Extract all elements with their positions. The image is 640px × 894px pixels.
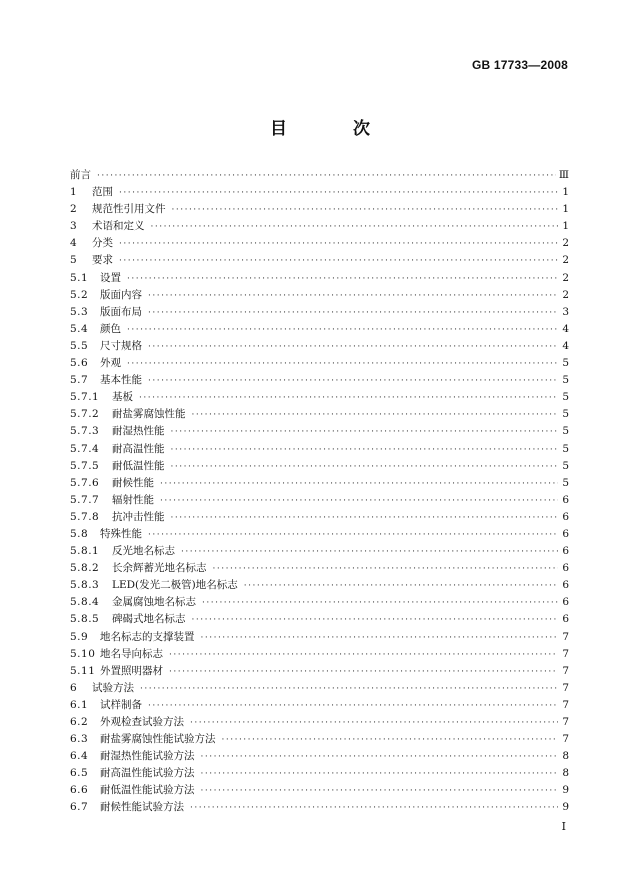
toc-entry-label: 耐候性能 — [112, 476, 154, 489]
toc-entry-number: 3 — [70, 220, 78, 233]
toc-entry-number: 5.7.7 — [70, 493, 100, 506]
toc-entry-label: 金属腐蚀地名标志 — [112, 596, 196, 609]
toc-entry-label: 尺寸规格 — [100, 339, 142, 352]
toc-entry[interactable] — [70, 287, 569, 304]
toc-entry-page: 2 — [562, 254, 569, 267]
toc-entry-page: 1 — [562, 186, 569, 199]
toc-entry-label: 地名导向标志 — [100, 647, 163, 660]
toc-entry-number: 6 — [70, 681, 78, 694]
toc-leader-dots — [140, 681, 558, 698]
toc-leader-dots — [148, 698, 558, 715]
toc-entry-label: 基本性能 — [100, 374, 142, 387]
toc-entry-label: 基板 — [112, 391, 133, 404]
toc-entry-page: Ⅲ — [558, 169, 569, 181]
toc-entry[interactable] — [70, 526, 569, 543]
toc-entry[interactable] — [70, 714, 569, 731]
toc-entry[interactable] — [70, 748, 569, 765]
toc-entry-label: 版面内容 — [100, 288, 142, 301]
toc-entry[interactable] — [70, 560, 569, 577]
toc-entry-number: 5.3 — [70, 305, 89, 318]
toc-leader-dots — [192, 612, 559, 629]
toc-entry-page: 6 — [562, 545, 569, 558]
toc-leader-dots — [202, 595, 558, 612]
toc-entry-page: 1 — [562, 220, 569, 233]
toc-entry-number: 5 — [70, 254, 78, 267]
toc-leader-dots — [139, 390, 558, 407]
toc-entry[interactable] — [70, 782, 569, 799]
toc-entry-page: 4 — [562, 339, 569, 352]
toc-entry-label: 耐盐雾腐蚀性能试验方法 — [100, 733, 216, 746]
toc-entry-number: 5.8.1 — [70, 545, 100, 558]
toc-entry-page: 4 — [562, 322, 569, 335]
toc-entry[interactable] — [70, 509, 569, 526]
toc-entry-page: 6 — [562, 613, 569, 626]
toc-entry[interactable] — [70, 235, 569, 252]
toc-entry-number: 6.1 — [70, 698, 89, 711]
toc-leader-dots — [192, 407, 559, 424]
toc-leader-dots — [201, 783, 559, 800]
toc-entry-page: 5 — [562, 391, 569, 404]
toc-entry-page: 5 — [562, 459, 569, 472]
toc-leader-dots — [148, 305, 558, 322]
toc-leader-dots — [171, 510, 559, 527]
toc-entry-label: LED(发光二极管)地名标志 — [112, 579, 238, 592]
toc-entry-page: 5 — [562, 408, 569, 421]
toc-entry-number: 5.8.3 — [70, 579, 100, 592]
standard-code: GB 17733—2008 — [472, 58, 568, 72]
toc-leader-dots — [97, 168, 556, 185]
toc-leader-dots — [169, 664, 558, 681]
toc-entry-number: 5.7.6 — [70, 476, 100, 489]
toc-entry-number: 5.7.1 — [70, 391, 100, 404]
toc-entry-label: 耐候性能试验方法 — [100, 801, 184, 814]
toc-entry-page: 2 — [562, 271, 569, 284]
toc-leader-dots — [222, 732, 559, 749]
toc-entry-page: 1 — [562, 203, 569, 216]
toc-entry[interactable] — [70, 441, 569, 458]
toc-entry-label: 耐湿热性能试验方法 — [100, 750, 195, 763]
toc-entry-page: 7 — [562, 698, 569, 711]
toc-entry-page: 7 — [562, 664, 569, 677]
toc-entry-label: 辐射性能 — [112, 493, 154, 506]
toc-entry-label: 颜色 — [100, 322, 121, 335]
toc-leader-dots — [171, 459, 559, 476]
toc-entry-number: 6.5 — [70, 767, 89, 780]
toc-leader-dots — [127, 356, 558, 373]
toc-entry-number: 5.7.2 — [70, 408, 100, 421]
toc-entry[interactable] — [70, 304, 569, 321]
toc-leader-dots — [244, 578, 558, 595]
toc-entry[interactable] — [70, 765, 569, 782]
toc-entry[interactable] — [70, 423, 569, 440]
toc-entry-number: 5.7.4 — [70, 442, 100, 455]
toc-entry-label: 耐高温性能试验方法 — [100, 767, 195, 780]
toc-entry-page: 3 — [562, 305, 569, 318]
toc-entry[interactable] — [70, 270, 569, 287]
toc-entry-label: 长余辉蓄光地名标志 — [112, 562, 207, 575]
toc-entry-label: 规范性引用文件 — [92, 203, 166, 216]
toc-entry[interactable] — [70, 355, 569, 372]
toc-entry-page: 6 — [562, 493, 569, 506]
toc-entry-label: 外置照明器材 — [100, 664, 163, 677]
toc-entry-page: 6 — [562, 510, 569, 523]
toc-entry-number: 5.1 — [70, 271, 89, 284]
toc-entry-number: 6.4 — [70, 750, 89, 763]
toc-entry-page: 2 — [562, 288, 569, 301]
toc-entry-number: 5.9 — [70, 630, 89, 643]
toc-entry-label: 术语和定义 — [92, 220, 145, 233]
toc-leader-dots — [151, 219, 559, 236]
toc-entry-page: 9 — [562, 801, 569, 814]
toc-entry[interactable] — [70, 389, 569, 406]
toc-entry-label: 版面布局 — [100, 305, 142, 318]
toc-entry-page: 7 — [562, 733, 569, 746]
toc-entry-page: 6 — [562, 596, 569, 609]
toc-entry-label: 抗冲击性能 — [112, 510, 165, 523]
toc-entry-number: 5.6 — [70, 357, 89, 370]
toc-entry-number: 6.6 — [70, 784, 89, 797]
toc-entry-label: 碑碣式地名标志 — [112, 613, 186, 626]
toc-entry-label: 要求 — [92, 254, 113, 267]
toc-leader-dots — [201, 630, 559, 647]
toc-leader-dots — [119, 185, 558, 202]
toc-leader-dots — [171, 424, 559, 441]
toc-leader-dots — [148, 339, 558, 356]
toc-leader-dots — [148, 373, 558, 390]
toc-entry-number: 2 — [70, 203, 78, 216]
toc-leader-dots — [190, 715, 558, 732]
toc-entry[interactable] — [70, 577, 569, 594]
toc-leader-dots — [201, 766, 559, 783]
toc-entry[interactable] — [70, 680, 569, 697]
toc-leader-dots — [127, 271, 558, 288]
toc-entry-number: 5.4 — [70, 322, 89, 335]
toc-entry[interactable] — [70, 475, 569, 492]
toc-entry-page: 5 — [562, 442, 569, 455]
toc-entry-number: 6.2 — [70, 716, 89, 728]
toc-entry-page: 7 — [562, 647, 569, 660]
toc-entry-number: 1 — [70, 186, 78, 199]
toc-entry[interactable] — [70, 663, 569, 680]
toc-leader-dots — [148, 288, 558, 305]
toc-entry[interactable] — [70, 252, 569, 269]
toc-entry-page: 9 — [562, 784, 569, 797]
toc-entry-number: 5.8.4 — [70, 596, 100, 609]
toc-entry-number: 5.5 — [70, 339, 89, 352]
toc-entry[interactable] — [70, 594, 569, 611]
page-number: I — [561, 820, 566, 833]
toc-entry[interactable] — [70, 167, 569, 184]
toc-entry-label: 耐盐雾腐蚀性能 — [112, 408, 186, 421]
toc-entry-number: 5.7.5 — [70, 459, 100, 472]
toc-entry[interactable] — [70, 731, 569, 748]
toc-entry-page: 8 — [562, 750, 569, 763]
toc-entry-label: 前言 — [70, 169, 91, 181]
toc-entry-page: 7 — [562, 630, 569, 643]
toc-entry-page: 7 — [562, 716, 569, 728]
toc-entry-label: 耐低温性能 — [112, 459, 165, 472]
toc-entry[interactable] — [70, 492, 569, 509]
toc-leader-dots — [160, 493, 558, 510]
toc-entry-number: 6.7 — [70, 801, 89, 814]
toc-entry[interactable] — [70, 646, 569, 663]
toc-leader-dots — [181, 544, 558, 561]
toc-entry-page: 6 — [562, 562, 569, 575]
toc-entry[interactable] — [70, 543, 569, 560]
toc-entry-label: 地名标志的支撑装置 — [100, 630, 195, 643]
toc-leader-dots — [172, 202, 559, 219]
toc-entry-number: 5.10 — [70, 647, 96, 660]
toc-entry-number: 5.7.8 — [70, 510, 100, 523]
toc-entry-page: 5 — [562, 374, 569, 387]
toc-entry-number: 4 — [70, 237, 78, 250]
toc-entry-label: 反光地名标志 — [112, 545, 175, 558]
toc-entry-page: 5 — [562, 476, 569, 489]
toc-leader-dots — [127, 322, 558, 339]
toc-entry[interactable] — [70, 372, 569, 389]
toc-leader-dots — [119, 253, 558, 270]
toc-entry[interactable] — [70, 611, 569, 628]
toc-leader-dots — [119, 236, 558, 253]
toc-leader-dots — [169, 647, 558, 664]
toc-entry-label: 耐高温性能 — [112, 442, 165, 455]
toc-entry-label: 耐低温性能试验方法 — [100, 784, 195, 797]
toc-leader-dots — [201, 749, 559, 766]
toc-entry-number: 5.7.3 — [70, 425, 100, 438]
toc-entry-number: 5.8 — [70, 527, 89, 540]
toc-entry-page: 6 — [562, 527, 569, 540]
toc-entry-label: 外观检查试验方法 — [100, 716, 184, 728]
toc-entry-label: 试验方法 — [92, 681, 134, 694]
toc-entry-page: 2 — [562, 237, 569, 250]
toc-leader-dots — [160, 476, 558, 493]
toc-leader-dots — [171, 442, 559, 459]
toc-entry-number: 5.8.5 — [70, 613, 100, 626]
toc-entry-page: 7 — [562, 681, 569, 694]
toc-entry-number: 5.8.2 — [70, 562, 100, 575]
toc-entry-number: 5.11 — [70, 664, 96, 677]
toc-entry-page: 8 — [562, 767, 569, 780]
toc-leader-dots — [148, 527, 558, 544]
page-title: 目 次 — [270, 119, 400, 139]
toc-entry[interactable] — [70, 629, 569, 646]
toc-entry-label: 外观 — [100, 357, 121, 370]
toc-leader-dots — [190, 800, 558, 817]
toc-leader-dots — [213, 561, 559, 578]
toc-entry-label: 设置 — [100, 271, 121, 284]
toc-entry[interactable] — [70, 406, 569, 423]
table-of-contents — [70, 167, 569, 817]
toc-entry-number: 6.3 — [70, 733, 89, 746]
toc-entry-label: 耐湿热性能 — [112, 425, 165, 438]
toc-entry[interactable] — [70, 338, 569, 355]
toc-entry-page: 6 — [562, 579, 569, 592]
toc-entry[interactable] — [70, 799, 569, 816]
toc-entry-page: 5 — [562, 357, 569, 370]
toc-entry[interactable] — [70, 201, 569, 218]
toc-entry-number: 5.2 — [70, 288, 89, 301]
toc-entry-label: 试样制备 — [100, 698, 142, 711]
toc-entry[interactable] — [70, 184, 569, 201]
toc-entry[interactable] — [70, 218, 569, 235]
toc-entry-page: 5 — [562, 425, 569, 438]
toc-entry[interactable] — [70, 697, 569, 714]
toc-entry[interactable] — [70, 458, 569, 475]
toc-entry[interactable] — [70, 321, 569, 338]
toc-entry-label: 范围 — [92, 186, 113, 199]
toc-entry-label: 分类 — [92, 237, 113, 250]
toc-entry-label: 特殊性能 — [100, 527, 142, 540]
toc-entry-number: 5.7 — [70, 374, 89, 387]
